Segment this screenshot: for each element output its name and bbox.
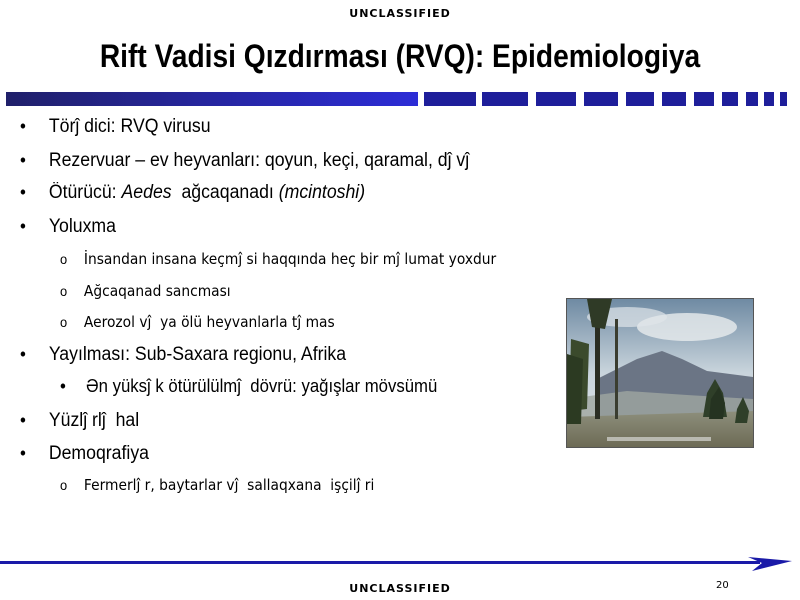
- bullet-transmission-text: Yoluxma: [48, 216, 116, 237]
- bullet-vector-genus: Aedes: [121, 182, 172, 203]
- sub-bullet-human-text: İnsandan insana keçmĵ si haqqında heç bir mĵ lumat yoxdur: [83, 250, 497, 268]
- bullet-demography-text: Demoqrafiya: [48, 443, 150, 464]
- bullet-agent: • Törĵ dici: RVQ virusu: [20, 116, 211, 137]
- bullet-vector-prefix: Ötürücü:: [48, 182, 122, 203]
- sub-bullet-marker: o: [60, 283, 68, 299]
- page-number: 20: [716, 580, 729, 591]
- bullet-reservoir-text: Rezervuar – ev heyvanları: qoyun, keçi, qaramal, dĵ vĵ: [48, 150, 470, 171]
- sub-bullet-aerosol: [60, 313, 335, 331]
- sub-bullet-human: [60, 250, 496, 268]
- bullet-agent-text: Törĵ dici: RVQ virusu: [48, 116, 211, 137]
- bullet-distribution: • Yayılması: Sub-Saxara regionu, Afrika: [20, 344, 347, 365]
- sub-bullet-season-text: Ən yüksĵ k ötürülülmĵ dövrü: yağışlar mövsümü: [86, 376, 438, 396]
- bottom-divider-arrow: [0, 553, 800, 573]
- sub-bullet-marker: o: [60, 251, 68, 267]
- sub-bullet-mosquito: [60, 282, 231, 300]
- sub-bullet-farmers: [60, 476, 374, 494]
- sub-bullet-season: • Ən yüksĵ k ötürülülmĵ dövrü: yağışlar mövsümü: [60, 376, 438, 396]
- landscape-photo-icon: [567, 299, 753, 447]
- classification-top: UNCLASSIFIED: [349, 7, 451, 20]
- bullet-vector: • Ötürücü: Aedes ağcaqanadı (mcintoshi): [20, 182, 366, 203]
- sub-bullet-mosquito-text: Ağcaqanad sancması: [83, 282, 231, 300]
- slide-title: Rift Vadisi Qızdırması (RVQ): Epidemiologiya: [99, 38, 701, 74]
- bullet-distribution-text: Yayılması: Sub-Saxara regionu, Afrika: [48, 344, 347, 365]
- sub-bullet-marker: o: [60, 314, 68, 330]
- bullet-reservoir: • Rezervuar – ev heyvanları: qoyun, keçi, qaramal, dĵ vĵ: [20, 150, 470, 171]
- sub-bullet-aerosol-text: Aerozol vĵ ya ölü heyvanlarla tĵ mas: [83, 313, 335, 331]
- bullet-demography: • Demoqrafiya: [20, 443, 150, 464]
- rift-valley-landscape-photo: [566, 298, 754, 448]
- bullet-cases: • Yüzlĵ rlĵ hal: [20, 410, 140, 431]
- bullet-vector-middle: ağcaqanadı: [171, 182, 279, 203]
- sub-bullet-farmers-text: Fermerlĵ r, baytarlar vĵ sallaqxana işçilĵ ri: [83, 476, 375, 494]
- bullet-cases-text: Yüzlĵ rlĵ hal: [48, 410, 140, 431]
- sub-bullet-marker: o: [60, 477, 68, 493]
- title-decoration-bar: [6, 92, 796, 106]
- bullet-transmission: • Yoluxma: [20, 216, 116, 237]
- classification-bottom: UNCLASSIFIED: [349, 582, 451, 595]
- bullet-vector-species: (mcintoshi): [278, 182, 366, 203]
